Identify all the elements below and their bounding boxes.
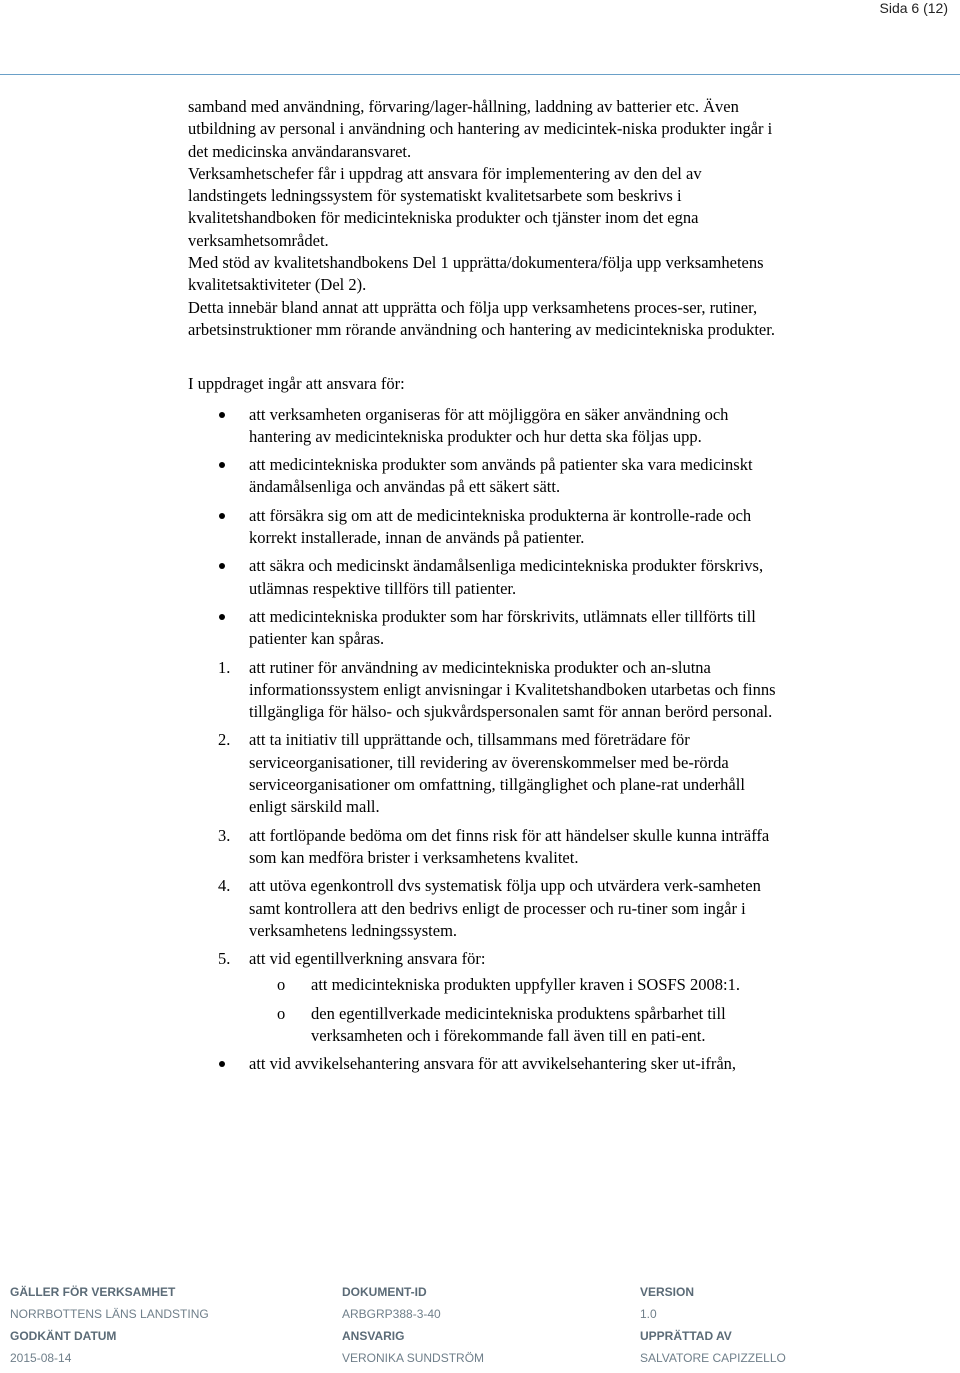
bullet-list bbox=[188, 404, 778, 651]
footer-approved-value: 2015-08-14 bbox=[10, 1351, 72, 1365]
list-number: 1. bbox=[218, 657, 231, 677]
bullet-icon bbox=[219, 614, 225, 620]
list-item-text: att vid avvikelsehantering ansvara för att avvikelsehantering sker ut-ifrån, bbox=[249, 1054, 737, 1074]
numbered-item bbox=[188, 825, 778, 870]
list-item bbox=[188, 606, 778, 651]
list-item-text: att rutiner för användning av medicintekniska produkter och an-slutna informationssystem enligt anvisningar i Kvalitetshandboken utarbetas och finns tillgängliga för hälso- och sjukvårdspersonalen samt för annan berörd personal. bbox=[249, 657, 776, 722]
list-number: 2. bbox=[218, 730, 231, 750]
list-item-text: att medicintekniska produkter som används på patienter ska vara medicinskt ändamålsenliga och användas på ett säkert sätt. bbox=[249, 455, 753, 497]
list-item-text: att försäkra sig om att de medicintekniska produkterna är kontrolle-rade och korrekt installerade, innan de används på patienter. bbox=[249, 505, 752, 548]
bullet-icon bbox=[219, 513, 225, 519]
document-footer bbox=[10, 1285, 950, 1373]
paragraph: samband med användning, förvaring/lager-hållning, laddning av batterier etc. Även utbildning av personal i användning och hantering av medicintek-niska produkter ingår i det medicinska användaransvaret. bbox=[188, 97, 773, 161]
list-item bbox=[188, 505, 778, 550]
list-intro: I uppdraget ingår att ansvara för: bbox=[188, 374, 405, 394]
footer-approved-label: GODKÄNT DATUM bbox=[10, 1329, 117, 1343]
footer-responsible-value: VERONIKA SUNDSTRÖM bbox=[342, 1351, 485, 1365]
footer-docid-value: ARBGRP388-3-40 bbox=[342, 1307, 441, 1321]
bullet-icon bbox=[219, 462, 225, 468]
footer-docid-label: DOKUMENT-ID bbox=[342, 1285, 427, 1299]
list-number: 5. bbox=[218, 949, 231, 969]
numbered-item bbox=[188, 657, 778, 724]
list-item bbox=[188, 404, 778, 449]
list-item bbox=[188, 555, 778, 600]
numbered-list bbox=[188, 657, 778, 1048]
paragraph: Detta innebär bland annat att upprätta och följa upp verksamhetens proces-ser, rutiner, arbetsinstruktioner mm rörande användning och hantering av medicintekniska produkter. bbox=[188, 297, 775, 339]
bullet-list bbox=[188, 1053, 778, 1075]
paragraph: Verksamhetschefer får i uppdrag att ansvara för implementering av den del av landstingets ledningssystem för systematiskt kvalitetsarbete som beskrivs i kvalitetshandboken för medicintekniska produkter och tjänster inom det egna verksamhetsområdet. bbox=[188, 163, 702, 250]
footer-author-label: UPPRÄTTAD AV bbox=[640, 1329, 732, 1343]
page-number: Sida 6 (12) bbox=[879, 0, 948, 16]
list-item-text: att ta initiativ till upprättande och, tillsammans med företrädare för serviceorganisationer, till revidering av överenskommelser med be-rörda serviceorganisationer om omfattning, tillgänglighet och plane-rat underhåll enligt särskild mall. bbox=[249, 730, 745, 817]
footer-version-value: 1.0 bbox=[640, 1307, 657, 1321]
sub-list bbox=[249, 974, 778, 1047]
header-divider bbox=[0, 74, 960, 75]
list-item-text: att säkra och medicinskt ändamålsenliga medicintekniska produkter förskrivs, utlämnas respektive tillförs till patienter. bbox=[249, 556, 764, 598]
sub-list-item bbox=[249, 974, 778, 996]
numbered-item bbox=[188, 875, 778, 942]
footer-row bbox=[10, 1329, 950, 1351]
sub-bullet-icon: o bbox=[277, 975, 286, 995]
paragraph: Med stöd av kvalitetshandbokens Del 1 upprätta/dokumentera/följa upp verksamhetens kvalitetsaktiviteter (Del 2). bbox=[188, 253, 764, 295]
footer-version-label: VERSION bbox=[640, 1285, 695, 1299]
list-number: 4. bbox=[218, 876, 231, 896]
list-item-text: den egentillverkade medicintekniska produktens spårbarhet till verksamheten och i förekommande fall även till en pati-ent. bbox=[311, 1003, 726, 1045]
bullet-icon bbox=[219, 412, 225, 418]
footer-applies-label: GÄLLER FÖR VERKSAMHET bbox=[10, 1285, 176, 1299]
bullet-icon bbox=[219, 1061, 225, 1067]
sub-list-item bbox=[249, 1003, 778, 1048]
numbered-item bbox=[188, 729, 778, 818]
list-item bbox=[188, 1053, 778, 1075]
footer-row bbox=[10, 1285, 950, 1307]
list-number: 3. bbox=[218, 825, 231, 845]
document-body bbox=[188, 96, 778, 1082]
list-item-text: att vid egentillverkning ansvara för: bbox=[249, 949, 486, 969]
footer-row bbox=[10, 1307, 950, 1329]
footer-responsible-label: ANSVARIG bbox=[342, 1329, 405, 1343]
list-item-text: att fortlöpande bedöma om det finns risk för att händelser skulle kunna inträffa som kan medföra brister i verksamhetens kvalitet. bbox=[249, 825, 770, 867]
list-item-text: att verksamheten organiseras för att möjliggöra en säker användning och hantering av medicintekniska produkter och hur detta ska följas upp. bbox=[249, 404, 729, 446]
sub-bullet-icon: o bbox=[277, 1003, 286, 1023]
list-item-text: att medicintekniska produkten uppfyller kraven i SOSFS 2008:1. bbox=[311, 975, 740, 995]
list-item bbox=[188, 454, 778, 499]
list-item-text: att medicintekniska produkter som har förskrivits, utlämnats eller tillförts till patienter kan spåras. bbox=[249, 606, 756, 649]
numbered-item bbox=[188, 948, 778, 1047]
footer-applies-value: NORRBOTTENS LÄNS LANDSTING bbox=[10, 1307, 209, 1321]
footer-author-value: SALVATORE CAPIZZELLO bbox=[640, 1351, 786, 1365]
bullet-icon bbox=[219, 563, 225, 569]
footer-row bbox=[10, 1351, 950, 1373]
list-item-text: att utöva egenkontroll dvs systematisk följa upp och utvärdera verk-samheten samt kontrollera att den bedrivs enligt de processer och ru-tiner som ingår i verksamhetens ledningssystem. bbox=[249, 876, 761, 940]
